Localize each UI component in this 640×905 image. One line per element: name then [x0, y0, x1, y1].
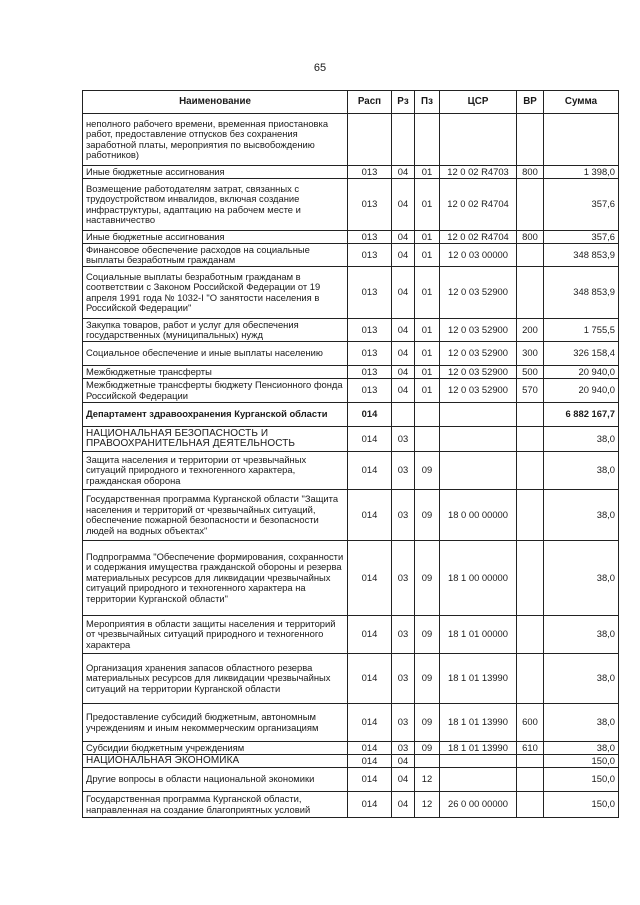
cell-name: Защита населения и территории от чрезвычайных ситуаций природного и техногенного характера, гражданская оборона — [83, 452, 348, 490]
cell-sum: 348 853,9 — [544, 267, 619, 319]
table-row — [83, 452, 619, 490]
cell-name: Возмещение работодателям затрат, связанных с трудоустройством инвалидов, включая создание инфраструктуры, адаптацию на рабочем месте и наставничество — [83, 179, 348, 231]
col-header-name: Наименование — [83, 91, 348, 114]
cell-name: неполного рабочего времени, временная приостановка работ, предоставление отпусков без сохранения заработной платы, мероприятия по высвобождению работников) — [83, 114, 348, 166]
cell-rasp: 014 — [348, 403, 392, 427]
cell-csr: 18 1 01 13990 — [440, 742, 517, 755]
table-body — [83, 114, 619, 818]
cell-csr: 12 0 03 52900 — [440, 379, 517, 403]
table-row — [83, 616, 619, 654]
cell-vr — [517, 490, 544, 541]
cell-pz: 01 — [415, 379, 440, 403]
cell-vr: 600 — [517, 704, 544, 742]
cell-name: Департамент здравоохранения Курганской области — [83, 403, 348, 427]
cell-csr: 12 0 03 52900 — [440, 319, 517, 342]
cell-rz: 04 — [392, 166, 415, 179]
cell-sum: 6 882 167,7 — [544, 403, 619, 427]
cell-name: НАЦИОНАЛЬНАЯ ЭКОНОМИКА — [83, 755, 348, 768]
cell-vr — [517, 452, 544, 490]
cell-vr: 300 — [517, 342, 544, 366]
cell-pz: 01 — [415, 231, 440, 244]
cell-sum: 20 940,0 — [544, 366, 619, 379]
cell-rz: 04 — [392, 342, 415, 366]
cell-rasp: 014 — [348, 490, 392, 541]
cell-pz: 01 — [415, 366, 440, 379]
cell-rz: 04 — [392, 755, 415, 768]
cell-sum: 1 398,0 — [544, 166, 619, 179]
cell-pz — [415, 755, 440, 768]
cell-sum: 38,0 — [544, 490, 619, 541]
cell-pz: 09 — [415, 704, 440, 742]
table-row — [83, 244, 619, 267]
table-row — [83, 114, 619, 166]
cell-name: Межбюджетные трансферты — [83, 366, 348, 379]
cell-csr: 12 0 02 R4703 — [440, 166, 517, 179]
table-row — [83, 166, 619, 179]
table-row — [83, 403, 619, 427]
cell-csr: 18 1 01 13990 — [440, 654, 517, 704]
table-row — [83, 319, 619, 342]
cell-rasp: 013 — [348, 166, 392, 179]
cell-rz: 04 — [392, 379, 415, 403]
cell-vr: 570 — [517, 379, 544, 403]
cell-rasp: 013 — [348, 342, 392, 366]
cell-rasp: 014 — [348, 616, 392, 654]
cell-pz: 09 — [415, 742, 440, 755]
table-row — [83, 490, 619, 541]
cell-csr: 12 0 03 52900 — [440, 342, 517, 366]
cell-rz: 04 — [392, 366, 415, 379]
cell-rasp: 013 — [348, 366, 392, 379]
cell-csr: 18 1 00 00000 — [440, 541, 517, 616]
cell-rz: 04 — [392, 319, 415, 342]
cell-name: НАЦИОНАЛЬНАЯ БЕЗОПАСНОСТЬ И ПРАВООХРАНИТЕЛЬНАЯ ДЕЯТЕЛЬНОСТЬ — [83, 427, 348, 452]
cell-sum: 1 755,5 — [544, 319, 619, 342]
cell-csr — [440, 114, 517, 166]
cell-sum: 38,0 — [544, 654, 619, 704]
cell-name: Субсидии бюджетным учреждениям — [83, 742, 348, 755]
cell-name: Закупка товаров, работ и услуг для обеспечения государственных (муниципальных) нужд — [83, 319, 348, 342]
cell-vr — [517, 267, 544, 319]
cell-name: Государственная программа Курганской области "Защита населения и территорий от чрезвычайных ситуаций, обеспечение пожарной безопасности и безопасности людей на водных объектах" — [83, 490, 348, 541]
col-header-rz: Рз — [392, 91, 415, 114]
cell-rasp: 014 — [348, 792, 392, 818]
cell-name: Иные бюджетные ассигнования — [83, 166, 348, 179]
cell-rasp: 013 — [348, 379, 392, 403]
cell-pz: 01 — [415, 267, 440, 319]
cell-rasp: 014 — [348, 755, 392, 768]
col-header-rasp: Расп — [348, 91, 392, 114]
cell-rasp: 014 — [348, 768, 392, 792]
cell-vr: 800 — [517, 231, 544, 244]
cell-name: Государственная программа Курганской области, направленная на создание благоприятных условий — [83, 792, 348, 818]
cell-vr: 200 — [517, 319, 544, 342]
cell-rasp: 014 — [348, 654, 392, 704]
cell-rasp: 013 — [348, 319, 392, 342]
cell-sum: 38,0 — [544, 452, 619, 490]
cell-vr — [517, 427, 544, 452]
cell-csr — [440, 403, 517, 427]
cell-csr: 18 1 01 13990 — [440, 704, 517, 742]
table-header-row — [83, 91, 619, 114]
cell-vr — [517, 541, 544, 616]
cell-csr — [440, 452, 517, 490]
cell-name: Мероприятия в области защиты населения и территорий от чрезвычайных ситуаций природного и техногенного характера — [83, 616, 348, 654]
cell-rasp: 013 — [348, 244, 392, 267]
cell-rz: 03 — [392, 654, 415, 704]
table-row — [83, 742, 619, 755]
cell-sum: 38,0 — [544, 616, 619, 654]
cell-pz: 01 — [415, 166, 440, 179]
cell-rasp: 013 — [348, 267, 392, 319]
cell-rz: 03 — [392, 742, 415, 755]
cell-rasp: 014 — [348, 541, 392, 616]
table-row — [83, 768, 619, 792]
cell-csr: 12 0 02 R4704 — [440, 231, 517, 244]
cell-vr: 500 — [517, 366, 544, 379]
cell-csr: 26 0 00 00000 — [440, 792, 517, 818]
cell-rasp: 014 — [348, 452, 392, 490]
table-row — [83, 427, 619, 452]
cell-vr: 610 — [517, 742, 544, 755]
cell-rasp: 014 — [348, 742, 392, 755]
table-row — [83, 267, 619, 319]
cell-pz: 01 — [415, 342, 440, 366]
cell-sum: 150,0 — [544, 768, 619, 792]
cell-sum: 150,0 — [544, 755, 619, 768]
cell-rz: 03 — [392, 452, 415, 490]
cell-name: Финансовое обеспечение расходов на социальные выплаты безработным гражданам — [83, 244, 348, 267]
table-row — [83, 792, 619, 818]
table-row — [83, 755, 619, 768]
cell-rasp: 014 — [348, 427, 392, 452]
cell-vr — [517, 244, 544, 267]
budget-table — [82, 90, 619, 818]
table-row — [83, 541, 619, 616]
cell-rz: 04 — [392, 768, 415, 792]
cell-rz: 03 — [392, 541, 415, 616]
cell-pz: 01 — [415, 319, 440, 342]
cell-vr — [517, 654, 544, 704]
cell-name: Подпрограмма "Обеспечение формирования, сохранности и содержания имущества гражданской обороны и резерва материальных ресурсов для ликвидации чрезвычайных ситуаций природного и техногенного характера на территории Курганской области" — [83, 541, 348, 616]
col-header-pz: Пз — [415, 91, 440, 114]
cell-pz: 12 — [415, 792, 440, 818]
cell-rz — [392, 114, 415, 166]
cell-rasp — [348, 114, 392, 166]
cell-rz: 04 — [392, 244, 415, 267]
col-header-sum: Сумма — [544, 91, 619, 114]
cell-rz: 03 — [392, 704, 415, 742]
cell-rz: 04 — [392, 179, 415, 231]
cell-pz: 09 — [415, 654, 440, 704]
cell-vr — [517, 755, 544, 768]
cell-sum: 38,0 — [544, 427, 619, 452]
cell-pz: 09 — [415, 490, 440, 541]
cell-vr — [517, 616, 544, 654]
table-row — [83, 231, 619, 244]
cell-vr — [517, 114, 544, 166]
col-header-csr: ЦСР — [440, 91, 517, 114]
cell-rz: 03 — [392, 490, 415, 541]
cell-rz: 04 — [392, 267, 415, 319]
cell-sum — [544, 114, 619, 166]
cell-name: Другие вопросы в области национальной экономики — [83, 768, 348, 792]
cell-csr: 12 0 02 R4704 — [440, 179, 517, 231]
cell-sum: 38,0 — [544, 704, 619, 742]
cell-sum: 38,0 — [544, 541, 619, 616]
cell-pz: 01 — [415, 244, 440, 267]
table-row — [83, 704, 619, 742]
cell-sum: 38,0 — [544, 742, 619, 755]
cell-csr — [440, 427, 517, 452]
cell-pz: 09 — [415, 541, 440, 616]
cell-vr: 800 — [517, 166, 544, 179]
cell-pz — [415, 403, 440, 427]
cell-sum: 357,6 — [544, 179, 619, 231]
col-header-vr: ВР — [517, 91, 544, 114]
cell-sum: 326 158,4 — [544, 342, 619, 366]
cell-csr: 12 0 03 52900 — [440, 366, 517, 379]
cell-name: Организация хранения запасов областного резерва материальных ресурсов для ликвидации чрезвычайных ситуаций на территории Курганской области — [83, 654, 348, 704]
cell-rz: 03 — [392, 616, 415, 654]
table-row — [83, 654, 619, 704]
cell-pz: 09 — [415, 452, 440, 490]
cell-rz: 03 — [392, 427, 415, 452]
cell-sum: 357,6 — [544, 231, 619, 244]
cell-name: Социальные выплаты безработным гражданам в соответствии с Законом Российской Федерации от 19 апреля 1991 года № 1032-I "О занятости населения в Российской Федерации" — [83, 267, 348, 319]
cell-rasp: 013 — [348, 179, 392, 231]
cell-rz: 04 — [392, 231, 415, 244]
cell-sum: 20 940,0 — [544, 379, 619, 403]
cell-sum: 348 853,9 — [544, 244, 619, 267]
cell-vr — [517, 403, 544, 427]
cell-name: Социальное обеспечение и иные выплаты населению — [83, 342, 348, 366]
cell-csr: 12 0 03 52900 — [440, 267, 517, 319]
page-number: 65 — [313, 62, 327, 74]
table-row — [83, 179, 619, 231]
cell-csr: 18 1 01 00000 — [440, 616, 517, 654]
cell-rz: 04 — [392, 792, 415, 818]
cell-name: Межбюджетные трансферты бюджету Пенсионного фонда Российской Федерации — [83, 379, 348, 403]
cell-name: Иные бюджетные ассигнования — [83, 231, 348, 244]
cell-vr — [517, 768, 544, 792]
cell-csr: 18 0 00 00000 — [440, 490, 517, 541]
cell-csr: 12 0 03 00000 — [440, 244, 517, 267]
cell-rz — [392, 403, 415, 427]
cell-name: Предоставление субсидий бюджетным, автономным учреждениям и иным некоммерческим организациям — [83, 704, 348, 742]
cell-csr — [440, 755, 517, 768]
cell-pz: 12 — [415, 768, 440, 792]
cell-csr — [440, 768, 517, 792]
cell-sum: 150,0 — [544, 792, 619, 818]
table-row — [83, 366, 619, 379]
table-row — [83, 379, 619, 403]
cell-pz: 09 — [415, 616, 440, 654]
cell-pz — [415, 427, 440, 452]
cell-rasp: 014 — [348, 704, 392, 742]
cell-vr — [517, 792, 544, 818]
cell-pz: 01 — [415, 179, 440, 231]
cell-rasp: 013 — [348, 231, 392, 244]
table-row — [83, 342, 619, 366]
cell-pz — [415, 114, 440, 166]
cell-vr — [517, 179, 544, 231]
